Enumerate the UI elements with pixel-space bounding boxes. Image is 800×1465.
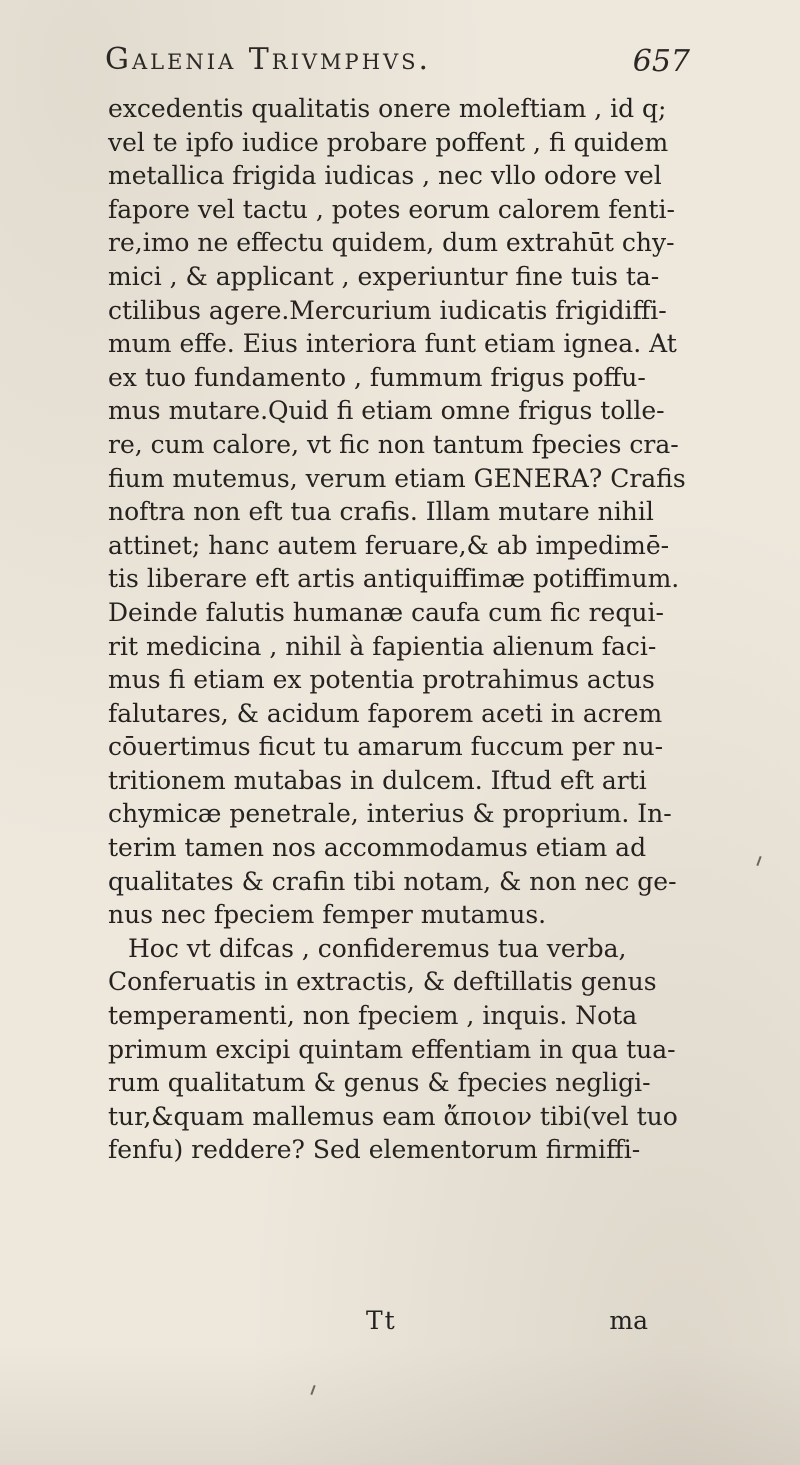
text-line: Deinde falutis humanæ caufa cum fic requi- (108, 597, 664, 627)
text-line: vel te ipfo iudice probare poffent , fi quidem (108, 127, 669, 157)
text-line: excedentis qualitatis onere moleftiam , id q; (108, 94, 667, 123)
text-line: re,imo ne effectu quidem, dum extrahūt chy- (108, 228, 675, 258)
text-line: tur,&quam mallemus eam ἄποιον tibi(vel tuo (108, 1101, 678, 1131)
text-line: chymicæ penetrale, interius & proprium. In- (108, 799, 672, 829)
margin-speck (756, 856, 761, 866)
text-line: Conferuatis in extractis, & deftillatis genus (108, 967, 657, 997)
catchword: ma (609, 1306, 648, 1335)
text-line: mici , & applicant , experiuntur fine tuis ta- (108, 261, 660, 291)
signature-mark: Tt (366, 1306, 397, 1335)
text-line: mus fi etiam ex potentia protrahimus actus (108, 665, 655, 695)
page-number: 657 (632, 44, 690, 79)
text-line: rum qualitatum & genus & fpecies negligi- (108, 1068, 651, 1098)
text-line: qualitates & crafin tibi notam, & non nec ge- (108, 866, 677, 896)
page-header (105, 36, 690, 96)
page-footer (108, 1306, 648, 1346)
text-line: primum excipi quintam effentiam in qua tua- (108, 1034, 676, 1064)
text-line: fenfu) reddere? Sed elementorum firmiffi- (108, 1135, 641, 1165)
text-line: fapore vel tactu , potes eorum calorem fenti- (108, 194, 675, 224)
text-line: nus nec fpeciem femper mutamus. (108, 900, 547, 930)
running-title: Galenia Trivmphvs. (105, 42, 432, 77)
text-line: re, cum calore, vt fic non tantum fpecies cra- (108, 429, 679, 459)
text-line: tritionem mutabas in dulcem. Iftud eft arti (108, 765, 647, 795)
text-line: attinet; hanc autem feruare,& ab impedimē- (108, 530, 670, 560)
text-line: tis liberare eft artis antiquiffimæ potiffimum. (108, 564, 680, 594)
text-line: falutares, & acidum faporem aceti in acrem (108, 698, 663, 728)
text-line: Hoc vt difcas , confideremus tua verba, (128, 933, 627, 963)
text-line: rit medicina , nihil à fapientia alienum faci- (108, 631, 657, 661)
text-line: temperamenti, non fpeciem , inquis. Nota (108, 1001, 638, 1031)
text-line: metallica frigida iudicas , nec vllo odore vel (108, 161, 662, 191)
text-line: mus mutare.Quid fi etiam omne frigus tolle- (108, 396, 665, 426)
body-text (108, 92, 708, 1167)
text-line: terim tamen nos accommodamus etiam ad (108, 833, 647, 863)
text-line: noftra non eft tua crafis. Illam mutare nihil (108, 497, 654, 527)
text-line: ctilibus agere.Mercurium iudicatis frigidiffi- (108, 295, 667, 325)
text-line: cōuertimus ficut tu amarum fuccum per nu- (108, 732, 664, 762)
text-line: mum effe. Eius interiora funt etiam ignea. At (108, 329, 677, 359)
page-edge-shadow (0, 1345, 800, 1465)
text-line: fium mutemus, verum etiam GENERA? Crafis (108, 463, 686, 493)
text-line: ex tuo fundamento , fummum frigus poffu- (108, 362, 646, 392)
